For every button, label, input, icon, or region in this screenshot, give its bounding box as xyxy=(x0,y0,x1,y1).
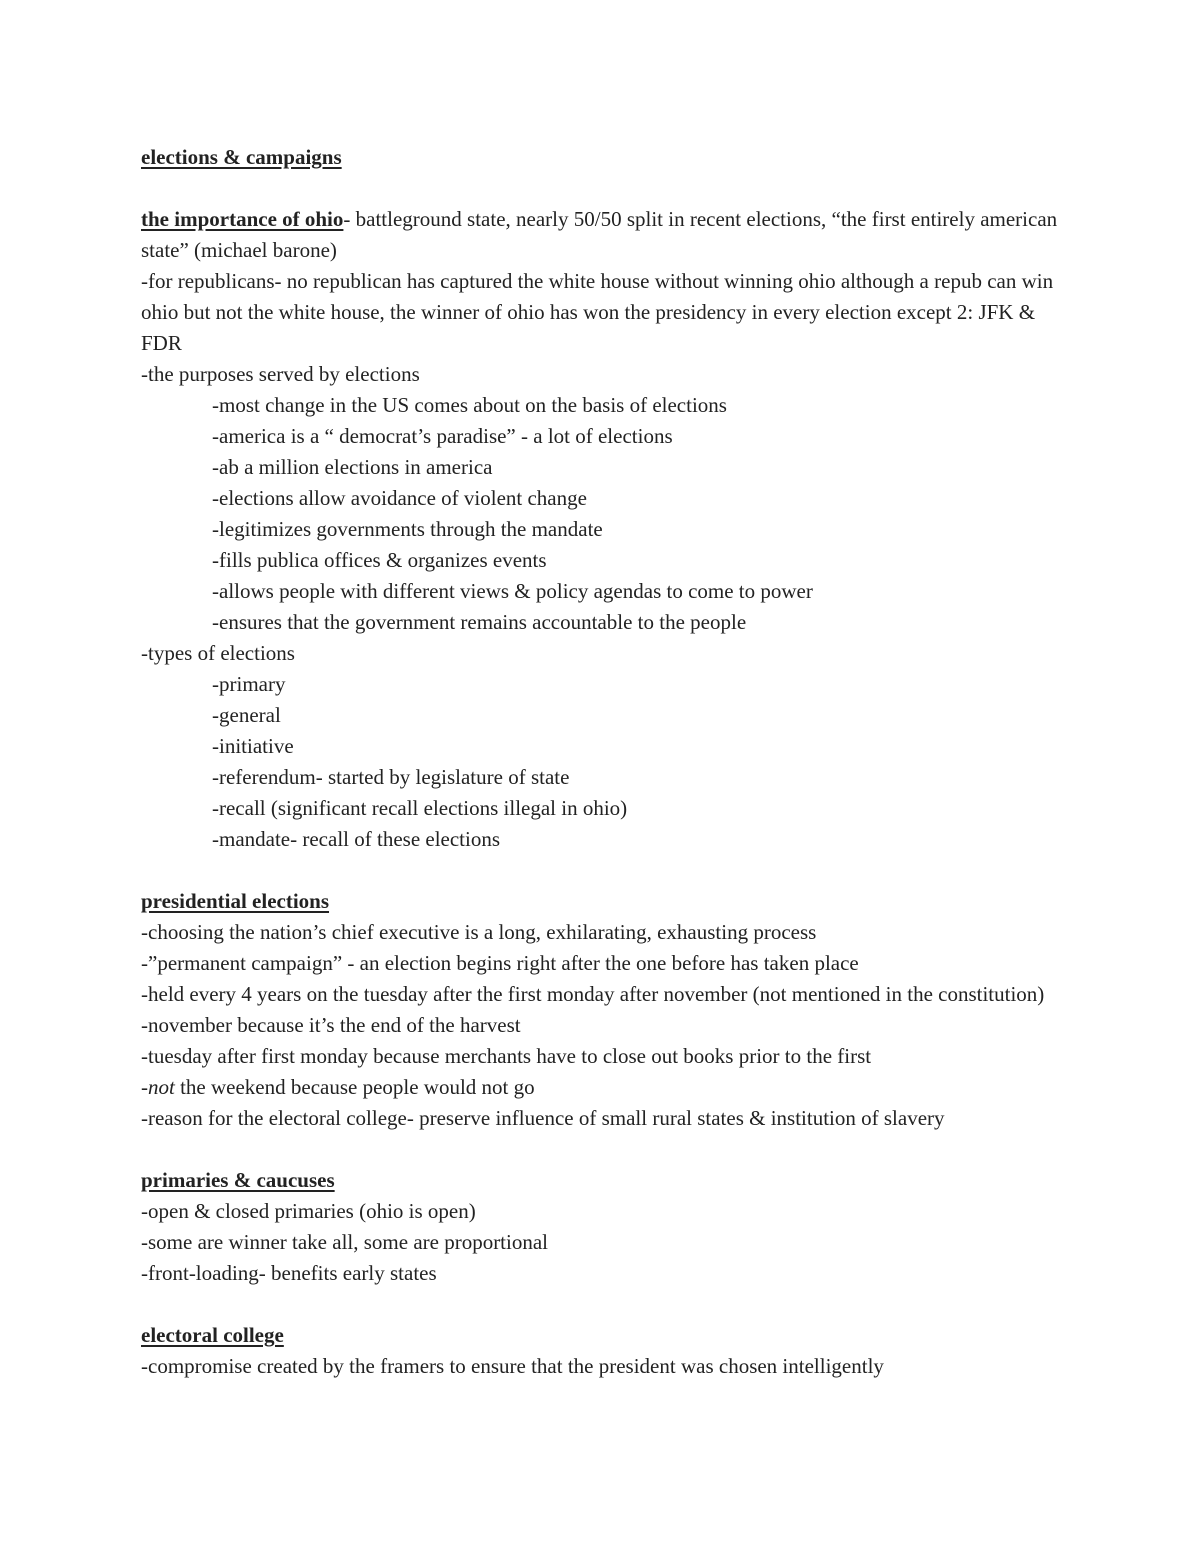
electoral-reason-line: -reason for the electoral college- preserve influence of small rural states & institution of slavery xyxy=(141,1106,945,1130)
purpose-item: -allows people with different views & policy agendas to come to power xyxy=(212,579,813,603)
purpose-item: -ensures that the government remains accountable to the people xyxy=(212,610,747,634)
ohio-heading: the importance of ohio xyxy=(141,207,344,231)
type-item: -initiative xyxy=(212,734,294,758)
type-item: -referendum- started by legislature of state xyxy=(212,765,570,789)
purpose-item: -most change in the US comes about on the basis of elections xyxy=(212,393,727,417)
ohio-intro-paragraph xyxy=(141,204,1071,266)
presidential-line: -november because it’s the end of the harvest xyxy=(141,1013,521,1037)
document-body xyxy=(141,142,1071,1382)
presidential-heading: presidential elections xyxy=(141,889,330,913)
purpose-item: -legitimizes governments through the mandate xyxy=(212,517,603,541)
type-item: -primary xyxy=(212,672,286,696)
spacer xyxy=(141,1289,1071,1320)
primaries-line: -front-loading- benefits early states xyxy=(141,1261,437,1285)
ohio-intro-text: - battleground state, nearly 50/50 split in recent elections, “the first entirely american state” (michael barone) xyxy=(141,207,1058,262)
type-item: -general xyxy=(212,703,281,727)
spacer xyxy=(141,173,1071,204)
purpose-item: -america is a “ democrat’s paradise” - a lot of elections xyxy=(212,424,673,448)
electoral-college-heading: electoral college xyxy=(141,1323,284,1347)
presidential-line: -tuesday after first monday because merchants have to close out books prior to the first xyxy=(141,1044,872,1068)
presidential-line: -choosing the nation’s chief executive is a long, exhilarating, exhausting process xyxy=(141,920,817,944)
type-item: -mandate- recall of these elections xyxy=(212,827,501,851)
primaries-line: -open & closed primaries (ohio is open) xyxy=(141,1199,476,1223)
weekend-line xyxy=(141,1072,1071,1103)
spacer xyxy=(141,1134,1071,1165)
presidential-line: -”permanent campaign” - an election begins right after the one before has taken place xyxy=(141,951,859,975)
spacer xyxy=(141,855,1071,886)
types-title: -types of elections xyxy=(141,641,295,665)
weekend-emphasis: not xyxy=(148,1075,175,1099)
purposes-title: -the purposes served by elections xyxy=(141,362,420,386)
weekend-rest: the weekend because people would not go xyxy=(174,1075,535,1099)
document-title: elections & campaigns xyxy=(141,145,342,169)
purpose-item: -elections allow avoidance of violent change xyxy=(212,486,587,510)
ohio-republicans-paragraph: -for republicans- no republican has captured the white house without winning ohio although a repub can win ohio but not the white house, the winner of ohio has won the presidency in every election except 2: JFK & FDR xyxy=(141,269,1054,355)
type-item: -recall (significant recall elections illegal in ohio) xyxy=(212,796,628,820)
purpose-item: -ab a million elections in america xyxy=(212,455,493,479)
electoral-college-line: -compromise created by the framers to ensure that the president was chosen intelligently xyxy=(141,1354,884,1378)
presidential-line: -held every 4 years on the tuesday after the first monday after november (not mentioned in the constitution) xyxy=(141,982,1045,1006)
weekend-prefix: - xyxy=(141,1075,148,1099)
primaries-line: -some are winner take all, some are proportional xyxy=(141,1230,549,1254)
primaries-heading: primaries & caucuses xyxy=(141,1168,335,1192)
purpose-item: -fills publica offices & organizes events xyxy=(212,548,547,572)
